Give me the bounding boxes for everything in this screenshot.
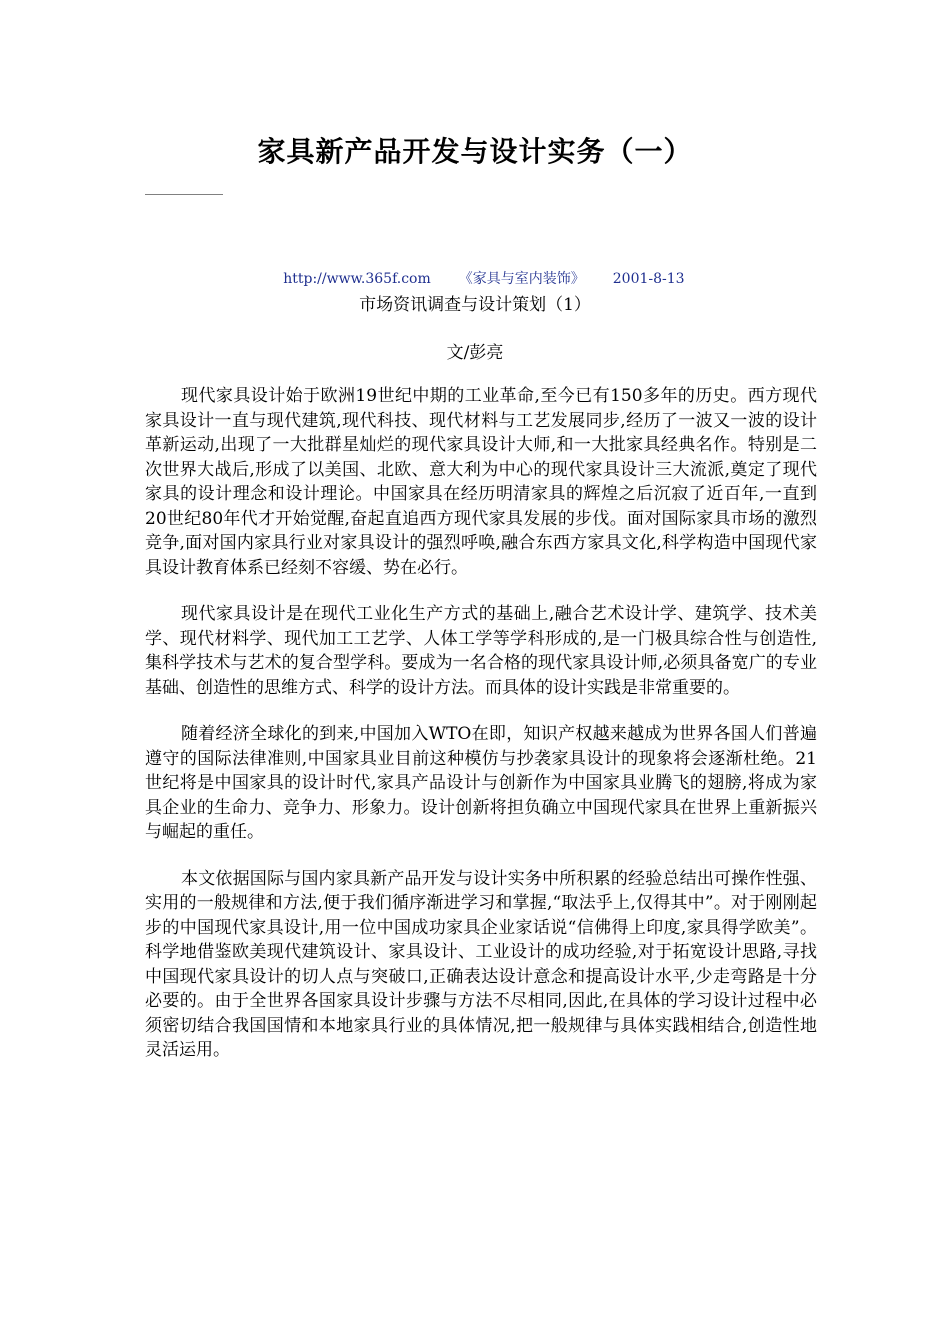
body-paragraph: 随着经济全球化的到来,中国加入WTO在即，知识产权越来越成为世界各国人们普遍遵守的国际法律准则,中国家具业目前这种模仿与抄袭家具设计的现象将会逐渐杜绝。21世纪将是中国家具的设计时代,家具产品设计与创新作为中国家具业腾飞的翅膀,将成为家具企业的生命力、竞争力、形象力。设计创新将担负确立中国现代家具在世界上重新振兴与崛起的重任。: [145, 724, 817, 842]
body-paragraph: 现代家具设计是在现代工业化生产方式的基础上,融合艺术设计学、建筑学、技术美学、现代材料学、现代加工工艺学、人体工学等学科形成的,是一门极具综合性与创造性,集科学技术与艺术的复合型学科。要成为一名合格的现代家具设计师,必须具备宽广的专业基础、创造性的思维方式、科学的设计方法。而具体的设计实践是非常重要的。: [145, 604, 817, 698]
page-title: 家具新产品开发与设计实务（一）: [257, 135, 693, 168]
source-url-link[interactable]: http://www.365f.com: [283, 271, 431, 287]
article-author: 文/彭亮: [446, 343, 504, 363]
article-subtitle: 市场资讯调查与设计策划（1）: [359, 295, 591, 315]
title-divider: [145, 194, 223, 195]
body-paragraph: 本文依据国际与国内家具新产品开发与设计实务中所积累的经验总结出可操作性强、实用的一般规律和方法,便于我们循序渐进学习和掌握,“取法乎上,仅得其中”。对于刚刚起步的中国现代家具设计,用一位中国成功家具企业家话说“信佛得上印度,家具得学欧美”。科学地借鉴欧美现代建筑设计、家具设计、工业设计的成功经验,对于拓宽设计思路,寻找中国现代家具设计的切人点与突破口,正确表达设计意念和提高设计水平,少走弯路是十分必要的。由于全世界各国家具设计步骤与方法不尽相同,因此,在具体的学习设计过程中必须密切结合我国国情和本地家具行业的具体情况,把一般规律与具体实践相结合,创造性地灵活运用。: [145, 868, 817, 1060]
publish-date: 2001-8-13: [612, 271, 685, 287]
source-publication: 《家具与室内装饰》: [458, 271, 585, 287]
body-paragraph: 现代家具设计始于欧洲19世纪中期的工业革命,至今已有150多年的历史。西方现代家具设计一直与现代建筑,现代科技、现代材料与工艺发展同步,经历了一波又一波的设计革新运动,出现了一大批群星灿烂的现代家具设计大师,和一大批家具经典名作。特别是二次世界大战后,形成了以美国、北欧、意大利为中心的现代家具设计三大流派,奠定了现代家具的设计理念和设计理论。中国家具在经历明清家具的辉煌之后沉寂了近百年,一直到20世纪80年代才开始觉醒,奋起直追西方现代家具发展的步伐。面对国际家具市场的激烈竞争,面对国内家具行业对家具设计的强烈呼唤,融合东西方家具文化,科学构造中国现代家具设计教育体系已经刻不容缓、势在必行。: [145, 386, 817, 578]
article-body: [145, 384, 817, 1085]
